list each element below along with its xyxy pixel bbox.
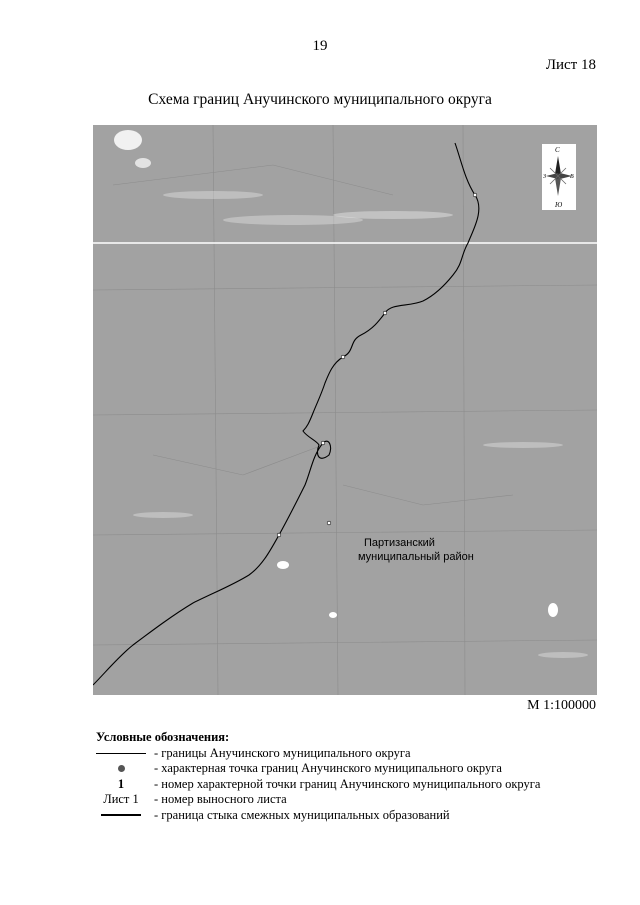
legend-item-point-number [96,777,616,793]
legend-item-junction [96,808,616,824]
region-label-line2: муниципальный район [358,551,474,563]
map-frame[interactable] [93,125,597,695]
legend-symbol-thick-line [96,814,146,816]
legend-item-text: - номер выносного листа [154,792,287,806]
legend-symbol-dot [96,765,146,772]
compass-n-label: С [555,146,560,154]
legend-symbol-number: 1 [117,776,125,791]
region-label-line1: Партизанский [364,537,435,549]
map-canvas [93,125,597,695]
map-title: Схема границ Анучинского муниципального округа [148,91,492,108]
legend-item-sheet [96,792,616,808]
legend-symbol-thin-line [96,753,146,754]
sheet-label: Лист 18 [545,57,596,73]
compass-e-label: В [570,174,574,180]
legend [96,730,616,823]
scale-label: М 1:100000 [527,698,596,713]
compass-w-label: З [543,174,546,180]
legend-item-text: - номер характерной точки границ Анучинского муниципального округа [154,776,541,791]
legend-item-point [96,761,616,777]
legend-item-boundary [96,746,616,762]
compass-rose [542,144,576,210]
compass-s-label: Ю [555,201,563,209]
page-number: 19 [312,38,328,54]
map-background [93,125,597,695]
legend-item-text: - характерная точка границ Анучинского муниципального округа [154,761,502,775]
legend-item-text: - граница стыка смежных муниципальных образований [154,807,450,822]
legend-title: Условные обозначения: [96,730,230,744]
legend-item-text: - границы Анучинского муниципального округа [154,745,411,760]
legend-symbol-sheet: Лист 1 [103,792,139,806]
